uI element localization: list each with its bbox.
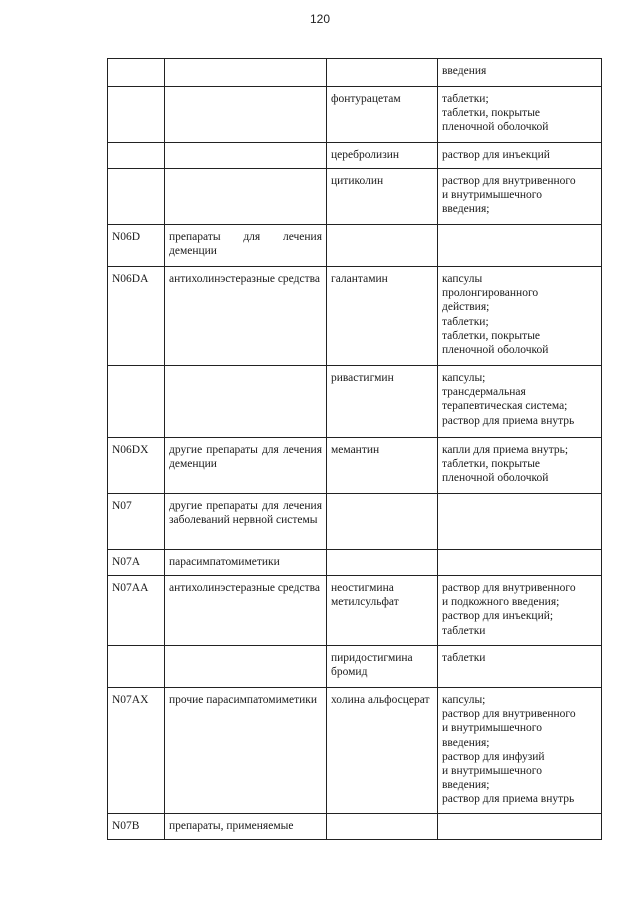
dosage-form-cell xyxy=(438,550,602,576)
dosage-form-cell xyxy=(438,267,602,366)
atc-code-cell: N07AX xyxy=(108,688,165,814)
pharmacological-group-cell: парасимпатомиметики xyxy=(165,550,327,576)
dosage-form-line: капли для приема внутрь; xyxy=(442,444,569,456)
pharmacological-group-cell xyxy=(165,59,327,87)
table-row xyxy=(108,550,602,576)
atc-code-cell: N07B xyxy=(108,814,165,840)
drug-name-cell: пиридостигмина бромид xyxy=(327,646,438,688)
dosage-form-line: таблетки; xyxy=(442,315,489,328)
drug-name-cell: неостигмина метилсульфат xyxy=(327,576,438,646)
dosage-form-line: пленочной оболочкой xyxy=(442,121,549,134)
dosage-form-cell xyxy=(438,576,602,646)
dosage-form-line: таблетки xyxy=(442,624,486,637)
drug-name-cell xyxy=(327,814,438,840)
pharmacological-group-cell: антихолинэстеразные средства xyxy=(165,576,327,646)
drug-name-cell xyxy=(327,494,438,550)
dosage-form-line: трансдермальная xyxy=(442,386,526,399)
dosage-form-line: капсулы xyxy=(442,273,483,285)
table-row xyxy=(108,225,602,267)
drug-name-cell xyxy=(327,59,438,87)
table-row xyxy=(108,143,602,169)
dosage-form-line: и внутримышечного xyxy=(442,722,542,735)
atc-code-cell xyxy=(108,143,165,169)
pharmacological-group-cell xyxy=(165,87,327,143)
pharmacological-group-cell xyxy=(165,366,327,438)
atc-code-cell: N07AA xyxy=(108,576,165,646)
dosage-form-line: раствор для инфузий xyxy=(442,750,545,763)
dosage-form-line: терапевтическая система; xyxy=(442,400,568,413)
dosage-form-cell xyxy=(438,59,602,87)
dosage-form-line: капсулы; xyxy=(442,372,486,384)
table-row xyxy=(108,59,602,87)
dosage-form-line: таблетки; xyxy=(442,93,489,105)
drug-name-cell: церебролизин xyxy=(327,143,438,169)
drug-name-cell: фонтурацетам xyxy=(327,87,438,143)
table-row xyxy=(108,814,602,840)
dosage-form-line: раствор для инъекций xyxy=(442,149,550,161)
pharmacological-group-cell: препараты, применяемые xyxy=(165,814,327,840)
drug-name-cell: ривастигмин xyxy=(327,366,438,438)
atc-code-cell xyxy=(108,646,165,688)
table-row xyxy=(108,366,602,438)
dosage-form-cell xyxy=(438,169,602,225)
dosage-form-cell xyxy=(438,87,602,143)
dosage-form-cell xyxy=(438,494,602,550)
pharmacological-group-cell: другие препараты для лечения деменции xyxy=(165,438,327,494)
dosage-form-line: раствор для внутривенного xyxy=(442,582,576,594)
dosage-form-line: введения xyxy=(442,65,487,77)
dosage-form-line: пролонгированного xyxy=(442,287,539,300)
drug-name-cell: мемантин xyxy=(327,438,438,494)
pharmacological-group-cell xyxy=(165,143,327,169)
pharmacological-group-cell: препараты для лечения деменции xyxy=(165,225,327,267)
atc-code-cell xyxy=(108,59,165,87)
pharmacological-group-cell xyxy=(165,646,327,688)
dosage-form-line: и внутримышечного xyxy=(442,765,542,778)
dosage-form-line: введения; xyxy=(442,203,490,216)
drug-name-cell: цитиколин xyxy=(327,169,438,225)
table-row xyxy=(108,688,602,814)
pharmacological-group-cell: другие препараты для лечения заболеваний нервной системы xyxy=(165,494,327,550)
page-number: 120 xyxy=(309,12,331,26)
pharmacological-group-cell xyxy=(165,169,327,225)
drug-name-cell xyxy=(327,225,438,267)
drug-name-cell: холина альфосцерат xyxy=(327,688,438,814)
atc-code-cell xyxy=(108,87,165,143)
dosage-form-line: таблетки xyxy=(442,652,486,664)
dosage-form-cell xyxy=(438,688,602,814)
atc-code-cell xyxy=(108,169,165,225)
dosage-form-cell xyxy=(438,646,602,688)
drug-table xyxy=(107,58,602,840)
table-row xyxy=(108,576,602,646)
dosage-form-cell xyxy=(438,366,602,438)
dosage-form-line: раствор для приема внутрь xyxy=(442,414,575,427)
dosage-form-line: пленочной оболочкой xyxy=(442,344,549,357)
table-row xyxy=(108,494,602,550)
dosage-form-line: таблетки, покрытые xyxy=(442,107,541,120)
dosage-form-line: и подкожного введения; xyxy=(442,596,560,609)
dosage-form-line: введения; xyxy=(442,779,490,792)
dosage-form-line: таблетки, покрытые xyxy=(442,458,541,471)
table-row xyxy=(108,267,602,366)
table-row xyxy=(108,169,602,225)
atc-code-cell: N06D xyxy=(108,225,165,267)
atc-code-cell xyxy=(108,366,165,438)
dosage-form-cell xyxy=(438,438,602,494)
dosage-form-line: пленочной оболочкой xyxy=(442,472,549,485)
dosage-form-cell xyxy=(438,814,602,840)
table-row xyxy=(108,87,602,143)
table-body xyxy=(108,59,602,840)
dosage-form-line: таблетки, покрытые xyxy=(442,329,541,342)
dosage-form-cell xyxy=(438,143,602,169)
atc-code-cell: N06DX xyxy=(108,438,165,494)
pharmacological-group-cell: антихолинэстеразные средства xyxy=(165,267,327,366)
atc-code-cell: N06DA xyxy=(108,267,165,366)
dosage-form-line: капсулы; xyxy=(442,694,486,706)
table-row xyxy=(108,646,602,688)
atc-code-cell: N07 xyxy=(108,494,165,550)
drug-name-cell: галантамин xyxy=(327,267,438,366)
dosage-form-line: раствор для внутривенного xyxy=(442,708,576,721)
dosage-form-line: и внутримышечного xyxy=(442,189,542,202)
pharmacological-group-cell: прочие парасимпатомиметики xyxy=(165,688,327,814)
dosage-form-line: действия; xyxy=(442,301,490,314)
dosage-form-line: раствор для инъекций; xyxy=(442,610,554,623)
atc-code-cell: N07A xyxy=(108,550,165,576)
table-row xyxy=(108,438,602,494)
dosage-form-line: раствор для внутривенного xyxy=(442,175,576,187)
drug-name-cell xyxy=(327,550,438,576)
dosage-form-line: раствор для приема внутрь xyxy=(442,793,575,806)
dosage-form-line: введения; xyxy=(442,736,490,749)
dosage-form-cell xyxy=(438,225,602,267)
